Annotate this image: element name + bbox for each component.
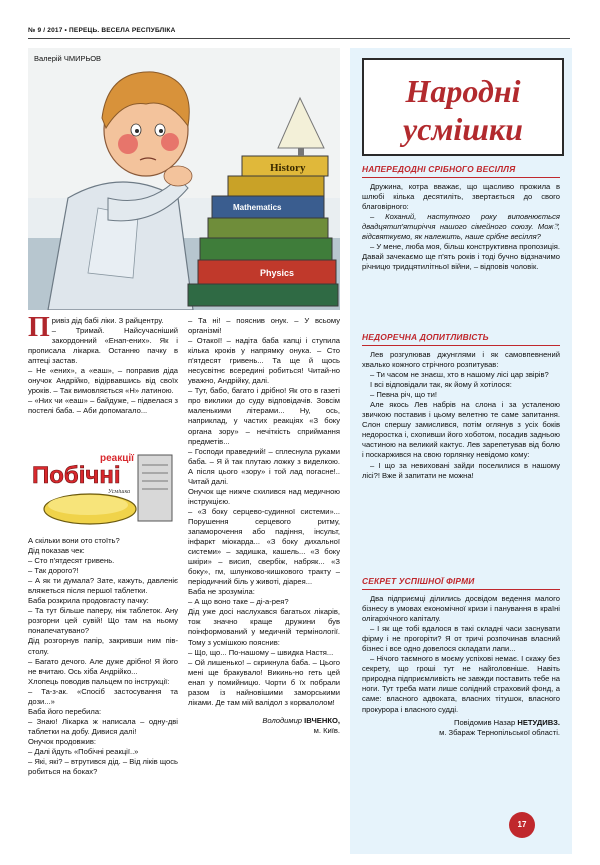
boy-with-books-drawing — [28, 48, 340, 310]
jokes-credit: Повідомив Назар НЕТУДИВЗ. м. Збараж Тернопільської області. — [439, 717, 560, 737]
story-paragraph: Дід уже досі наслухався багатьох лікарів, тож значно краще дружини був поінформований у медичній термінології. Тому з усмішкою пояснив: — [188, 607, 340, 647]
author-signature: Володимир ІВЧЕНКО, м. Київ. — [262, 715, 340, 735]
header-rule — [28, 38, 570, 39]
joke-paragraph: – Коханий, наступного року виповнюється двадцятип'ятиріччя нашого сімейного союзу. Можె, відсвяткуємо, як належить, наше срібне весілля? — [362, 212, 560, 242]
story-paragraph: – Та ні! – пояснив онук. – У всьому організмі! — [188, 316, 340, 336]
joke-paragraph: – І як ще тобі вдалося в такі складні часи заснувати фірму і не прогоріти? Я от тричі розпочинав власний бізнес і все одно довелося складати лапи... — [362, 624, 560, 654]
joke-paragraph: – У мене, люба моя, більш конструктивна пропозиція. Давай зачекаємо ще п'ять років і тоді бучно відзначимо річницю тридцятилітньої війни, – відповів чоловік. — [362, 242, 560, 272]
story-paragraph: – Ой лишенько! – скрикнула баба. – Цього мені ще бракувало! Викинь-но геть цей енап у помийницю. Чорти б їх побрали разом із найновішими заморськими ліками. Де там мій валідол з корвалолом! — [188, 657, 340, 707]
rubric-line-1: Народні — [405, 73, 521, 109]
joke-section-firm-secret — [362, 576, 560, 738]
joke-paragraph: Лев розгулював джунглями і як самовпевнений хвалько кожного стрічного розпитував: — [362, 350, 560, 370]
story-paragraph: – Тримай. Найсучасніший закордонний «Енап-ених». Як і прописала лікарка. Останню пачку в аптеці застав. — [28, 326, 178, 366]
story-paragraph: – А що воно таке – ді-а-рея? — [188, 597, 289, 607]
joke-paragraph: – Певна річ, що ти! — [370, 390, 437, 400]
joke-paragraph: Два підприємці ділились досвідом ведення малого бізнесу в умовах економічної кризи і панування в країні олігархічного капіталу. — [362, 594, 560, 624]
rubric-title-box — [362, 58, 564, 156]
section-title: НАПЕРЕДОДНІ СРІБНОГО ВЕСІЛЛЯ — [362, 164, 516, 174]
story-paragraph: – Не «ених», а «еаш», – поправив діда онучок Андрійко, відірвавшись від своїх уроків. – Так вимовляється «Н» латиною. — [28, 366, 178, 396]
story-paragraph: Баба його перебила: — [28, 706, 102, 716]
joke-paragraph: – Ти часом не знаєш, хто в нашому лісі цар звірів? — [370, 370, 549, 380]
physics-book-label: Physics — [260, 268, 295, 278]
story-paragraph: Баба не зрозуміла: — [188, 587, 255, 597]
mathematics-book-label: Mathematics — [233, 203, 282, 212]
story-paragraph: – Сто п'ятдесят гривень. — [28, 556, 115, 566]
section-body — [362, 594, 560, 715]
story-paragraph: А скільки вони ото стоїть? — [28, 536, 120, 545]
section-body — [362, 350, 560, 481]
story-paragraph: – Багато дечого. Але дуже дрібно! Я його не вчитаю. Ось хіба Андрійко... — [28, 656, 178, 676]
joke-section-curiosity — [362, 332, 560, 481]
joke-paragraph: – І що за невиховані зайди поселилися в нашому лісі?! Вже й запитати не можна! — [362, 460, 560, 480]
story-paragraph: – Та тут більше паперу, ніж таблеток. Ану розгорни цей сувій! Що там на ньому понапечатувано? — [28, 606, 178, 636]
section-rule — [362, 177, 560, 178]
story-paragraph: – Отакої! – надіта баба капці і ступила кілька кроків у напрямку онука. – Сто п'ятдесят гривень... Та ще й щось несусвітнє всередині робиться! Читай-но уважно, Андрійку, далі. — [188, 336, 340, 386]
story-column-2 — [188, 316, 340, 736]
joke-paragraph: Дружина, котра вважає, що щасливо прожила в шлюбі кілька десятиліть, звертається до свого благовірного: — [362, 182, 560, 212]
logo-tag: Усмішка — [108, 489, 131, 495]
story-paragraph: – Далі йдуть «Побічні реакції..» — [28, 746, 139, 756]
story-paragraph: – Тут, бабо, багато і дрібно! Як ото в газеті про виклики до суду відповідачів. Зовсім маленькими літерами... Ну, ось, наприклад, у частих реакціях «З боку органа зору» – нечіткість сприймання предметів... — [188, 386, 340, 446]
section-rule — [362, 589, 560, 590]
story-paragraph: Онучок продовжив: — [28, 736, 96, 746]
section-title: НЕДОРЕЧНА ДОПИТЛИВІСТЬ — [362, 332, 489, 342]
story-column-1-bottom — [28, 536, 178, 777]
history-book-label: History — [270, 162, 306, 174]
story-paragraph: Хлопець поводив пальцем по інструкції: — [28, 676, 170, 686]
illustrator-credit: Валерій ЧМИРЬОВ — [34, 54, 102, 63]
section-title: СЕКРЕТ УСПІШНОЇ ФІРМИ — [362, 576, 475, 586]
drop-cap: П — [28, 312, 50, 343]
story-paragraph: – Знаю! Лікарка ж написала – одну-дві таблетки на добу. Дивися далі! — [28, 716, 178, 736]
author-city: м. Київ. — [313, 725, 340, 735]
page-number-badge: 17 — [509, 812, 535, 838]
story-paragraph: – Та-з-ак. «Спосіб застосування та дози...» — [28, 686, 178, 706]
joke-paragraph: Але якось Лев набрів на слона і за усталеною звичкою поставив і цьому велетню те саме запитання. Слон спершу замислився, потім оглянув з усіх боків недоростка і, схопивши його хоботом, посадив задньою частиною на великий кактус. Лев зарепетував від болю і поскаржився на свою горлянку невідомо кому: — [362, 400, 560, 460]
story-paragraph: – А як ти думала? Зате, кажуть, давленіє вляжеться після першої таблетки. — [28, 576, 178, 596]
story-paragraph: Баба розкрила продовгасту пачку: — [28, 596, 149, 606]
jokes-credit-place: м. Збараж Тернопільської області. — [439, 727, 560, 737]
story-paragraph: – Що, що... По-нашому – швидка Настя... — [188, 647, 334, 657]
issue-header: № 9 / 2017 • ПЕРЕЦЬ. ВЕСЕЛА РЕСПУБЛІКА — [28, 27, 176, 34]
logo-subword: реакції — [100, 453, 134, 464]
story-paragraph: – Так дорого?! — [28, 566, 79, 576]
rubric-line-2: усмішки — [403, 111, 523, 147]
logo-word: Побічні — [32, 462, 121, 489]
section-body — [362, 182, 560, 272]
story-paragraph: – «З боку серцево-судинної системи»... Порушення серцевого ритму, запаморочення або падіння, інсульт, інфаркт міокарда... «З боку дихальної системи» – задишка, кашель... «З боку шкіри» – висип, свербіж, набряк... «З боку», гм, шлунково-кишкового тракту – періодичний біль у животі, діарея... — [188, 506, 340, 587]
story-column-1-top — [28, 312, 178, 416]
joke-paragraph: І всі відповідали так, як йому й хотілося: — [370, 380, 512, 390]
story-paragraph: Привіз дід бабі ліки. З райцентру. — [28, 312, 164, 343]
story-paragraph: – «Них чи «еаш» – байдуже, – підвелася з постелі баба. – Аби допомагало... — [28, 396, 178, 416]
joke-section-silver-wedding — [362, 164, 560, 272]
story-paragraph: Дід показав чек: — [28, 546, 85, 556]
joke-paragraph: – Нічого таємного в моєму успіхові немає. І скажу без секрету, що гроші тут не найголовніше. Навіть природна підприємливість не завжди поставить тебе на ноги. Тут треба мати лише солідний страховий фонд, а саме: власного адвоката, власних тітушок, власного прокурора і власного судді. — [362, 654, 560, 714]
story-paragraph: Онучок ще нижче схилився над медичною інструкцією. — [188, 486, 340, 506]
story-paragraph: Дід розгорнув папір, закривши ним пів-столу. — [28, 636, 178, 656]
story-paragraph: – Господи праведний! – сплеснула руками баба. – Я й так плутаю ложку з виделкою. А після цього «зору» і той лад погасне!.. Читай далі. — [188, 446, 340, 486]
pobichni-reaktsii-logo — [30, 447, 180, 532]
section-rule — [362, 345, 560, 346]
story-illustration — [28, 48, 340, 310]
story-paragraph: – Які, які? – втрутився дід. – Від ліків щось робиться на боках? — [28, 757, 178, 777]
